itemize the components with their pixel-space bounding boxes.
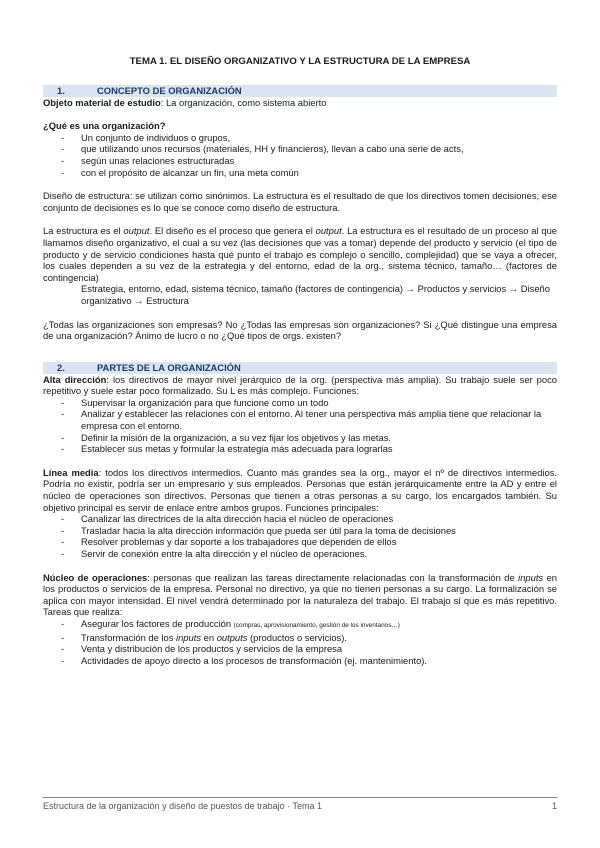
list-item: - Canalizar las directrices de la alta dirección hacia el núcleo de operaciones xyxy=(43,513,557,525)
list-item: - que utilizando unos recursos (materiales, HH y financieros), llevan a cabo una serie de acts, xyxy=(43,143,557,155)
text-run: en los productos o servicios de la empresa. Personal no directivo, ya que no tienen personas a su cargo. La formalización se aplica con mayor intensidad. El nivel vendrá determinado por la naturaleza del trabajo. El trabajo sí que es más repetitivo. Tareas que realiza: xyxy=(43,571,557,618)
text-run: Transformación de los xyxy=(81,631,177,643)
section-1-number: 1. xyxy=(57,84,65,96)
list-item: - Supervisar la organización para que funcione como un todo xyxy=(43,397,557,409)
page-number: 1 xyxy=(551,801,557,811)
text-run: en xyxy=(201,631,217,643)
page-footer xyxy=(43,801,557,811)
linea-label: Línea media xyxy=(43,466,99,478)
linea-text: : todos los directivos intermedios. Cuanto más grandes sea la org., mayor el nº de directivos intermedios. Podría no existir, podría ser un empresario y sus empleados. Personas que están jerárquicamente entre la AD y entre el núcleo de operaciones son directivos. Personas que tienen a otras personas a su cargo, los encargados también. Su objetivo principal es servir de enlace entre ambos grupos. Funciones principales: xyxy=(43,466,557,513)
list-item: - Trasladar hacia la alta dirección información que pueda ser útil para la toma de decisiones xyxy=(43,525,557,537)
text-run: (productos o servicios). xyxy=(247,631,347,643)
list-item: - Establecer sus metas y formular la estrategia más adecuada para lograrlas xyxy=(43,443,557,455)
section-2-number: 2. xyxy=(57,361,65,373)
nucleo-label: Núcleo de operaciones xyxy=(43,571,148,583)
paragraph-question: ¿Todas las organizaciones son empresas? No ¿Todas las empresas son organizaciones? Si ¿Qué distingue una empresa de una organización? Ánimo de lucro o no ¿Qué tipos de orgs. existen? xyxy=(43,318,557,342)
list-item: - según unas relaciones estructuradas xyxy=(43,155,557,167)
list-item: - Resolver problemas y dar soporte a los trabajadores que dependen de ellos xyxy=(43,536,557,548)
paragraph-linea-media xyxy=(43,467,557,513)
text-run: Asegurar los factores de producción xyxy=(81,617,234,629)
italic-term: output xyxy=(315,225,342,237)
text-run: : personas que realizan las tareas directamente relacionadas con la transformación de xyxy=(147,571,519,583)
document-title: TEMA 1. EL DISEÑO ORGANIZATIVO Y LA ESTRUCTURA DE LA EMPRESA xyxy=(129,56,471,67)
alta-text: : los directivos de mayor nivel jerárquico de la org. (perspectiva más amplia). Su trabajo suele ser poco repetitivo y suele estar poco formalizado. Su L es más complejo. Funciones: xyxy=(43,373,558,397)
text-run: . El diseño es el proceso que genera el xyxy=(149,225,316,237)
list-item: - Venta y distribución de los productos y servicios de la empresa xyxy=(43,643,557,655)
question-heading-text: ¿Qué es una organización? xyxy=(43,120,166,132)
alta-functions-list xyxy=(43,397,557,455)
paragraph-chain: Estrategia, entorno, edad, sistema técnico, tamaño (factores de contingencia) → Productos y servicios → Diseño organizativo → Estructura xyxy=(81,283,550,306)
page-content xyxy=(43,56,557,666)
paragraph-alta-direccion xyxy=(43,374,557,397)
nucleo-tasks-list xyxy=(43,618,557,666)
list-item: - Definir la misión de la organización, a su vez fijar los objetivos y las metas. xyxy=(43,432,557,444)
text-run: . La estructura es el resultado de un proceso al que llamamos diseño organizativo, el cual a su vez (las decisiones que vas a tomar) depende del producto y servicio (el tipo de producto y de servicio condiciones hasta qué punto el trabajo es complejo o sencillo, complejidad) que se vaya a ofrecer, los cuales dependen a su vez de la estrategia y del entorno, edad de la org., sistema técnico, tamaño… (factores de contingencia) xyxy=(43,225,557,283)
section-2-title: PARTES DE LA ORGANIZACIÓN xyxy=(97,361,241,373)
object-of-study xyxy=(43,97,557,109)
paragraph-nucleo xyxy=(43,572,557,618)
alta-label: Alta dirección xyxy=(43,373,107,385)
linea-functions-list xyxy=(43,513,557,559)
list-item: - Servir de conexión entre la alta dirección y el núcleo de operaciones. xyxy=(43,548,557,560)
italic-term: inputs xyxy=(176,631,202,643)
object-text: : La organización, como sistema abierto xyxy=(160,96,327,108)
list-item: - Un conjunto de individuos o grupos, xyxy=(43,132,557,144)
section-2-heading xyxy=(43,362,557,374)
organization-definition-list xyxy=(43,132,557,178)
list-item: - Actividades de apoyo directo a los procesos de transformación (ej. mantenimiento). xyxy=(43,655,557,667)
object-label: Objeto material de estudio xyxy=(43,96,161,108)
italic-term: outputs xyxy=(216,631,248,643)
italic-term: output xyxy=(123,225,150,237)
footer-text: Estructura de la organización y diseño de puestos de trabajo · Tema 1 xyxy=(43,801,322,811)
list-item: - con el propósito de alcanzar un fin, una meta común xyxy=(43,167,557,179)
list-item: - Analizar y establecer las relaciones con el entorno. Al tener una perspectiva más amplia tiene que relacionar la empresa con el entorno. xyxy=(43,408,557,431)
paragraph-output xyxy=(43,225,557,283)
small-note: (compras, aprovisionamiento, gestión de los inventarios…) xyxy=(233,621,400,629)
question-heading xyxy=(43,120,557,132)
footer-divider xyxy=(43,797,557,798)
list-item xyxy=(43,618,557,632)
italic-term: inputs xyxy=(518,571,544,583)
paragraph-design: Diseño de estructura: se utilizan como sinónimos. La estructura es el resultado de que los directivos tomen decisiones, ese conjunto de decisiones es lo que se conoce como diseño de estructura. xyxy=(43,190,557,213)
section-1-title: CONCEPTO DE ORGANIZACIÓN xyxy=(97,84,242,96)
list-item xyxy=(43,632,557,644)
section-1-heading xyxy=(43,85,557,97)
text-run: La estructura es el xyxy=(43,225,124,237)
